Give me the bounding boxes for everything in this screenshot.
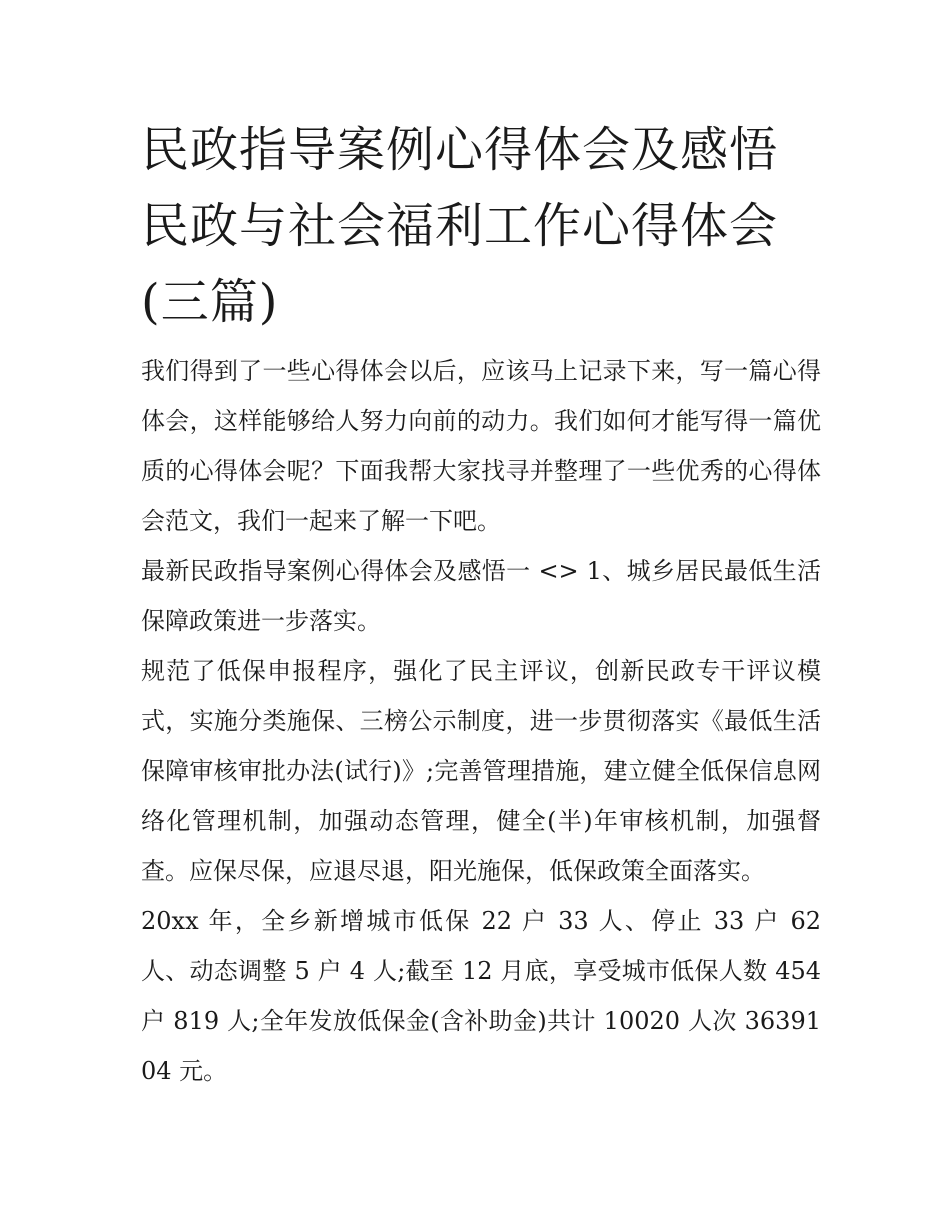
paragraph-intro: 我们得到了一些心得体会以后，应该马上记录下来，写一篇心得体会，这样能够给人努力向前的动力。我们如何才能写得一篇优质的心得体会呢？下面我帮大家找寻并整理了一些优秀的心得体会范文，我们一起来了解一下吧。: [141, 357, 821, 535]
paragraph-statistics: 20xx 年，全乡新增城市低保 22 户 33 人、停止 33 户 62 人、动态调整 5 户 4 人;截至 12 月底，享受城市低保人数 454 户 819 人;全年发放低保金(含补助金)共计 10020 人次 3639104 元。: [141, 907, 821, 1085]
paragraph-policy: 规范了低保申报程序，强化了民主评议，创新民政专干评议模式，实施分类施保、三榜公示制度，进一步贯彻落实《最低生活保障审核审批办法(试行)》;完善管理措施，建立健全低保信息网络化管理机制，加强动态管理，健全(半)年审核机制，加强督查。应保尽保，应退尽退，阳光施保，低保政策全面落实。: [141, 657, 821, 885]
title-line-1: 民政指导案例心得体会及感悟: [141, 122, 779, 178]
document-content: [141, 112, 821, 1096]
paragraph-section-heading: 最新民政指导案例心得体会及感悟一 <> 1、城乡居民最低生活保障政策进一步落实。: [141, 557, 821, 635]
title-line-2: 民政与社会福利工作心得体会: [141, 198, 779, 254]
document-title: [141, 112, 821, 340]
title-line-3: (三篇): [141, 274, 279, 330]
